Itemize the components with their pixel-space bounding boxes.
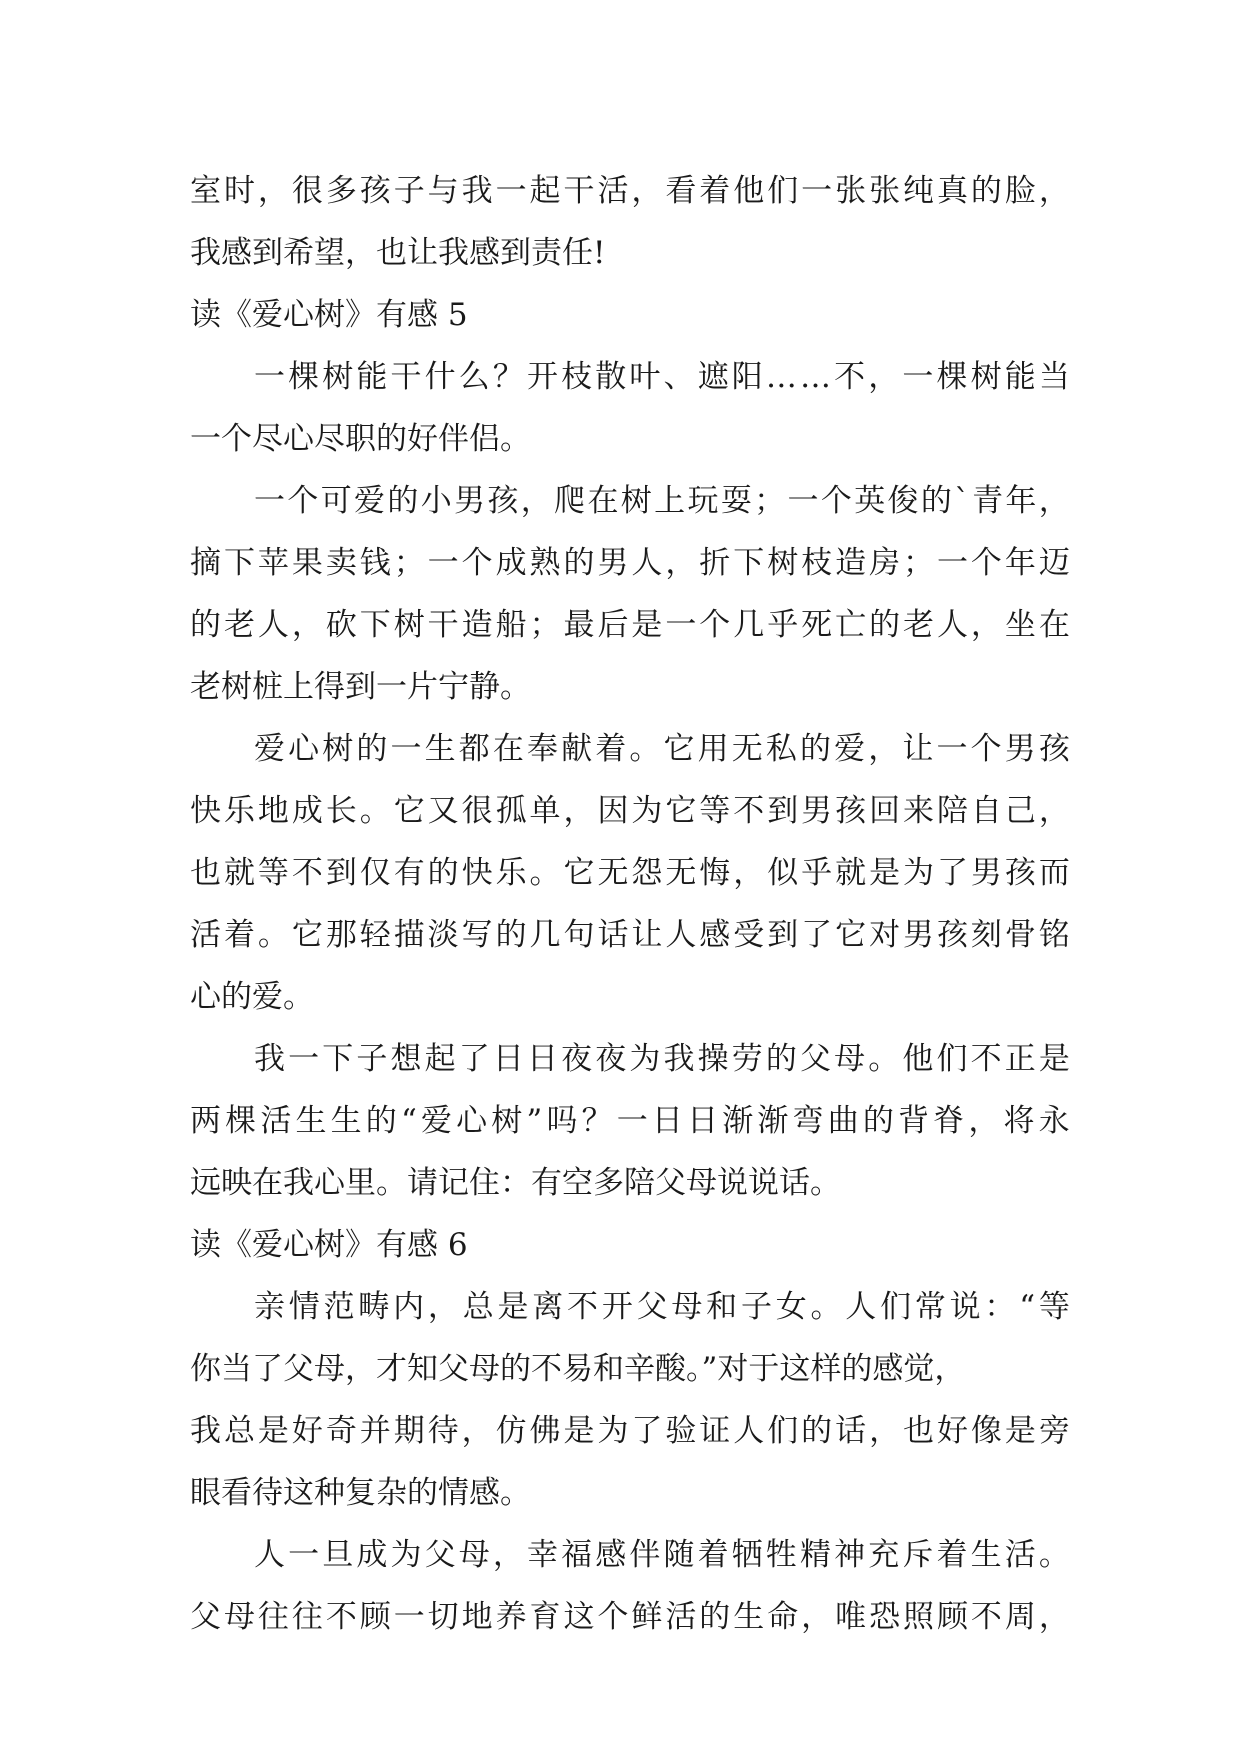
text-line: 两 棵 活 生 生 的 “ 爱 心 树 ” 吗 ？ 一 日 日 渐 渐 弯 曲 的 背 脊 ， 将 永 xyxy=(190,1103,1070,1139)
text-line: 远映在我心里。请记住：有空多陪父母说说话。 xyxy=(190,1165,841,1201)
text-line: 一个尽心尽职的好伴侣。 xyxy=(190,421,531,457)
text-line: 的 老 人 ， 砍 下 树 干 造 船 ； 最 后 是 一 个 几 乎 死 亡 的 老 人 ， 坐 在 xyxy=(190,607,1070,643)
section-heading: 读《爱心树》有感 6 xyxy=(190,1227,468,1263)
text-line: 室 时 ， 很 多 孩 子 与 我 一 起 干 活 ， 看 着 他 们 一 张 张 纯 真 的 脸 ， xyxy=(190,173,1070,209)
text-line: 摘 下 苹 果 卖 钱 ； 一 个 成 熟 的 男 人 ， 折 下 树 枝 造 房 ； 一 个 年 迈 xyxy=(190,545,1070,581)
text-line: 心的爱。 xyxy=(190,979,314,1015)
text-line: 你当了父母，才知父母的不易和辛酸。”对于这样的感觉， xyxy=(190,1351,966,1387)
text-line: 我 总 是 好 奇 并 期 待 ， 仿 佛 是 为 了 验 证 人 们 的 话 ， 也 好 像 是 旁 xyxy=(190,1413,1070,1449)
text-line: 一 棵 树 能 干 什 么 ？ 开 枝 散 叶 、 遮 阳 … … 不 ， 一 棵 树 能 当 xyxy=(254,359,1070,395)
text-line: 人 一 旦 成 为 父 母 ， 幸 福 感 伴 随 着 牺 牲 精 神 充 斥 着 生 活 。 xyxy=(254,1537,1070,1573)
section-heading: 读《爱心树》有感 5 xyxy=(190,297,468,333)
text-line: 亲 情 范 畴 内 ， 总 是 离 不 开 父 母 和 子 女 。 人 们 常 说 ： “ 等 xyxy=(254,1289,1070,1325)
text-line: 一 个 可 爱 的 小 男 孩 ， 爬 在 树 上 玩 耍 ； 一 个 英 俊 的 ` 青 年 ， xyxy=(254,483,1070,519)
text-line: 我感到希望，也让我感到责任! xyxy=(190,235,606,271)
text-line: 活 着 。 它 那 轻 描 淡 写 的 几 句 话 让 人 感 受 到 了 它 对 男 孩 刻 骨 铭 xyxy=(190,917,1070,953)
text-line: 眼看待这种复杂的情感。 xyxy=(190,1475,531,1511)
text-line: 也 就 等 不 到 仅 有 的 快 乐 。 它 无 怨 无 悔 ， 似 乎 就 是 为 了 男 孩 而 xyxy=(190,855,1070,891)
text-line: 快 乐 地 成 长 。 它 又 很 孤 单 ， 因 为 它 等 不 到 男 孩 回 来 陪 自 己 ， xyxy=(190,793,1070,829)
text-line: 爱 心 树 的 一 生 都 在 奉 献 着 。 它 用 无 私 的 爱 ， 让 一 个 男 孩 xyxy=(254,731,1070,767)
document-body xyxy=(190,160,1070,1648)
text-line: 我 一 下 子 想 起 了 日 日 夜 夜 为 我 操 劳 的 父 母 。 他 们 不 正 是 xyxy=(254,1041,1070,1077)
text-line: 老树桩上得到一片宁静。 xyxy=(190,669,531,705)
text-line: 父 母 往 往 不 顾 一 切 地 养 育 这 个 鲜 活 的 生 命 ， 唯 恐 照 顾 不 周 ， xyxy=(190,1599,1070,1635)
